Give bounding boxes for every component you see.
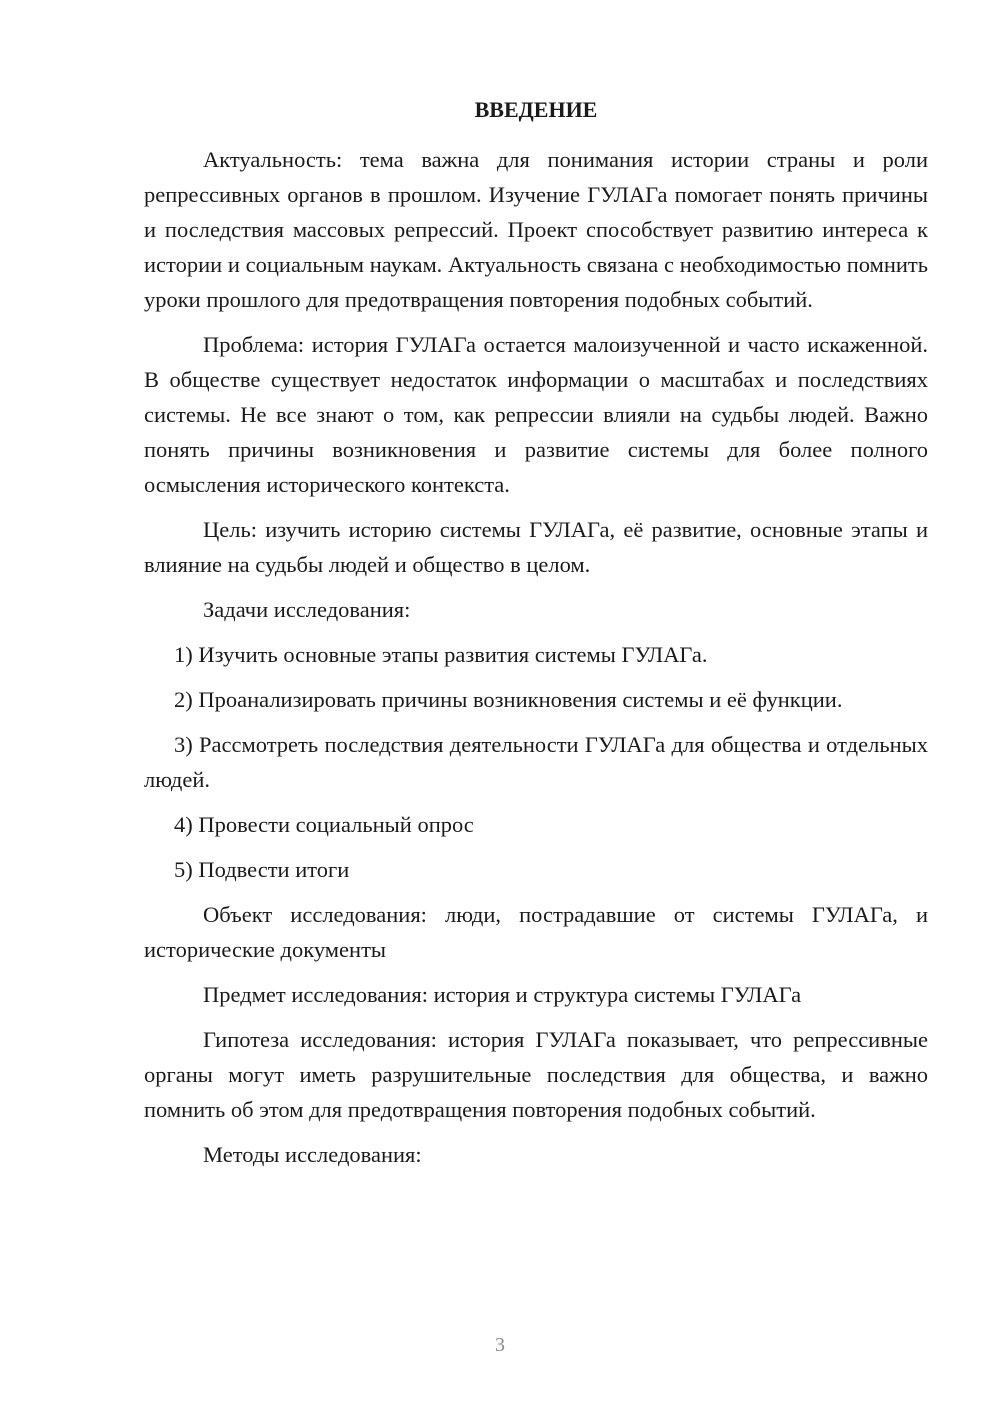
methods-heading: Методы исследования: xyxy=(203,1142,422,1167)
object-paragraph: Объект исследования: люди, пострадавшие от системы ГУЛАГа, и исторические документы xyxy=(144,902,928,962)
relevance-paragraph: Актуальность: тема важна для понимания истории страны и роли репрессивных органов в прошлом. Изучение ГУЛАГа помогает понять причины и последствия массовых репрессий. Проект способствует развитию интереса к истории и социальным наукам. Актуальность связана с необходимостью помнить уроки прошлого для предотвращения повторения подобных событий. xyxy=(144,147,928,312)
document-page xyxy=(144,92,928,1182)
task-item-4: 4) Провести социальный опрос xyxy=(174,812,474,837)
problem-paragraph: Проблема: история ГУЛАГа остается малоизученной и часто искаженной. В обществе существует недостаток информации о масштабах и последствиях системы. Не все знают о том, как репрессии влияли на судьбы людей. Важно понять причины возникновения и развитие системы для более полного осмысления исторического контекста. xyxy=(144,332,928,497)
hypothesis-paragraph: Гипотеза исследования: история ГУЛАГа показывает, что репрессивные органы могут иметь разрушительные последствия для общества, и важно помнить об этом для предотвращения повторения подобных событий. xyxy=(144,1027,928,1122)
task-item-1: 1) Изучить основные этапы развития системы ГУЛАГа. xyxy=(174,642,708,667)
task-item-5: 5) Подвести итоги xyxy=(174,857,350,882)
tasks-heading: Задачи исследования: xyxy=(203,597,411,622)
subject-paragraph: Предмет исследования: история и структура системы ГУЛАГа xyxy=(203,982,802,1007)
goal-paragraph: Цель: изучить историю системы ГУЛАГа, её развитие, основные этапы и влияние на судьбы людей и общество в целом. xyxy=(144,517,928,577)
task-item-2: 2) Проанализировать причины возникновения системы и её функции. xyxy=(174,687,843,712)
task-item-3: 3) Рассмотреть последствия деятельности ГУЛАГа для общества и отдельных людей. xyxy=(144,732,928,792)
page-number: 3 xyxy=(495,1334,505,1356)
section-title: ВВЕДЕНИЕ xyxy=(474,97,598,122)
